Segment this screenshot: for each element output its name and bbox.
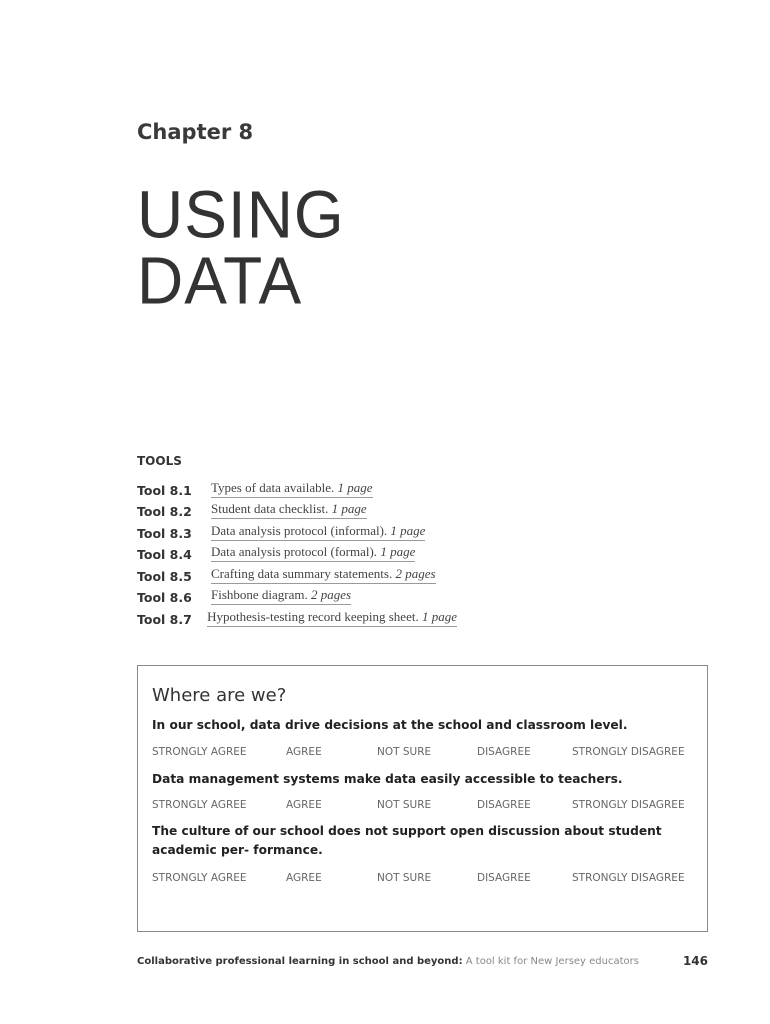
tool-description bbox=[211, 480, 373, 498]
tool-description bbox=[211, 587, 351, 605]
tool-description bbox=[207, 609, 457, 627]
option-not-sure[interactable]: NOT SURE bbox=[377, 746, 432, 758]
tool-page-count: 1 page bbox=[380, 544, 416, 559]
tool-row bbox=[137, 498, 457, 520]
chapter-title-line-1: USING bbox=[137, 176, 345, 253]
survey-title: Where are we? bbox=[152, 685, 287, 706]
chapter-title-line-2: DATA bbox=[137, 242, 303, 319]
tool-description-text: Data analysis protocol (informal). bbox=[211, 522, 388, 538]
footer-title: Collaborative professional learning in school and beyond: bbox=[137, 956, 463, 967]
tool-page-count: 2 pages bbox=[311, 587, 352, 602]
tool-row bbox=[137, 605, 457, 627]
option-strongly-agree[interactable]: STRONGLY AGREE bbox=[152, 799, 247, 811]
survey-box bbox=[137, 665, 708, 932]
tools-heading: TOOLS bbox=[137, 454, 182, 468]
tool-id: Tool 8.3 bbox=[137, 525, 192, 541]
tool-id: Tool 8.6 bbox=[137, 590, 192, 605]
survey-options-1 bbox=[152, 746, 692, 760]
option-agree[interactable]: AGREE bbox=[286, 746, 322, 758]
tool-row bbox=[137, 584, 457, 606]
chapter-title bbox=[137, 176, 345, 319]
option-not-sure[interactable]: NOT SURE bbox=[377, 799, 432, 811]
survey-options-3 bbox=[152, 872, 692, 886]
page-number: 146 bbox=[682, 954, 708, 968]
tool-row bbox=[137, 519, 457, 541]
tool-id: Tool 8.4 bbox=[137, 547, 192, 562]
tool-row bbox=[137, 541, 457, 563]
option-strongly-disagree[interactable]: STRONGLY DISAGREE bbox=[572, 799, 685, 811]
tools-list bbox=[137, 476, 457, 627]
tool-page-count: 1 page bbox=[331, 501, 367, 516]
option-disagree[interactable]: DISAGREE bbox=[477, 799, 531, 811]
page-footer bbox=[137, 956, 708, 967]
option-strongly-agree[interactable]: STRONGLY AGREE bbox=[152, 872, 247, 884]
survey-question-3: The culture of our school does not support open discussion about student academic per- formance. bbox=[152, 824, 662, 857]
tool-page-count: 1 page bbox=[390, 522, 426, 538]
tool-id: Tool 8.1 bbox=[137, 482, 192, 498]
tool-description-text: Hypothesis-testing record keeping sheet. bbox=[207, 608, 419, 624]
tool-description-text: Types of data available. bbox=[211, 479, 335, 495]
tool-id: Tool 8.5 bbox=[137, 568, 192, 584]
tool-description-text: Student data checklist. bbox=[211, 501, 329, 516]
tool-description bbox=[211, 544, 415, 562]
tool-row bbox=[137, 562, 457, 584]
option-agree[interactable]: AGREE bbox=[286, 872, 322, 884]
option-disagree[interactable]: DISAGREE bbox=[477, 872, 531, 884]
option-disagree[interactable]: DISAGREE bbox=[477, 746, 531, 758]
option-strongly-agree[interactable]: STRONGLY AGREE bbox=[152, 746, 247, 758]
option-strongly-disagree[interactable]: STRONGLY DISAGREE bbox=[572, 746, 685, 758]
survey-question-1: In our school, data drive decisions at the school and classroom level. bbox=[152, 718, 628, 732]
tool-id: Tool 8.2 bbox=[137, 504, 192, 519]
tool-row bbox=[137, 476, 457, 498]
option-agree[interactable]: AGREE bbox=[286, 799, 322, 811]
tool-description-text: Fishbone diagram. bbox=[211, 587, 308, 602]
option-strongly-disagree[interactable]: STRONGLY DISAGREE bbox=[572, 872, 685, 884]
option-not-sure[interactable]: NOT SURE bbox=[377, 872, 432, 884]
tool-description bbox=[211, 523, 425, 541]
tool-page-count: 1 page bbox=[337, 479, 373, 495]
tool-description bbox=[211, 566, 436, 584]
tool-page-count: 2 pages bbox=[395, 565, 436, 581]
tool-description-text: Data analysis protocol (formal). bbox=[211, 544, 378, 559]
survey-question-2: Data management systems make data easily accessible to teachers. bbox=[152, 772, 623, 786]
chapter-label: Chapter 8 bbox=[137, 120, 254, 144]
footer-subtitle: A tool kit for New Jersey educators bbox=[462, 956, 639, 967]
tool-description bbox=[211, 501, 367, 519]
tool-description-text: Crafting data summary statements. bbox=[211, 565, 393, 581]
tool-id: Tool 8.7 bbox=[137, 611, 192, 627]
survey-options-2 bbox=[152, 799, 692, 813]
tool-page-count: 1 page bbox=[421, 608, 457, 624]
